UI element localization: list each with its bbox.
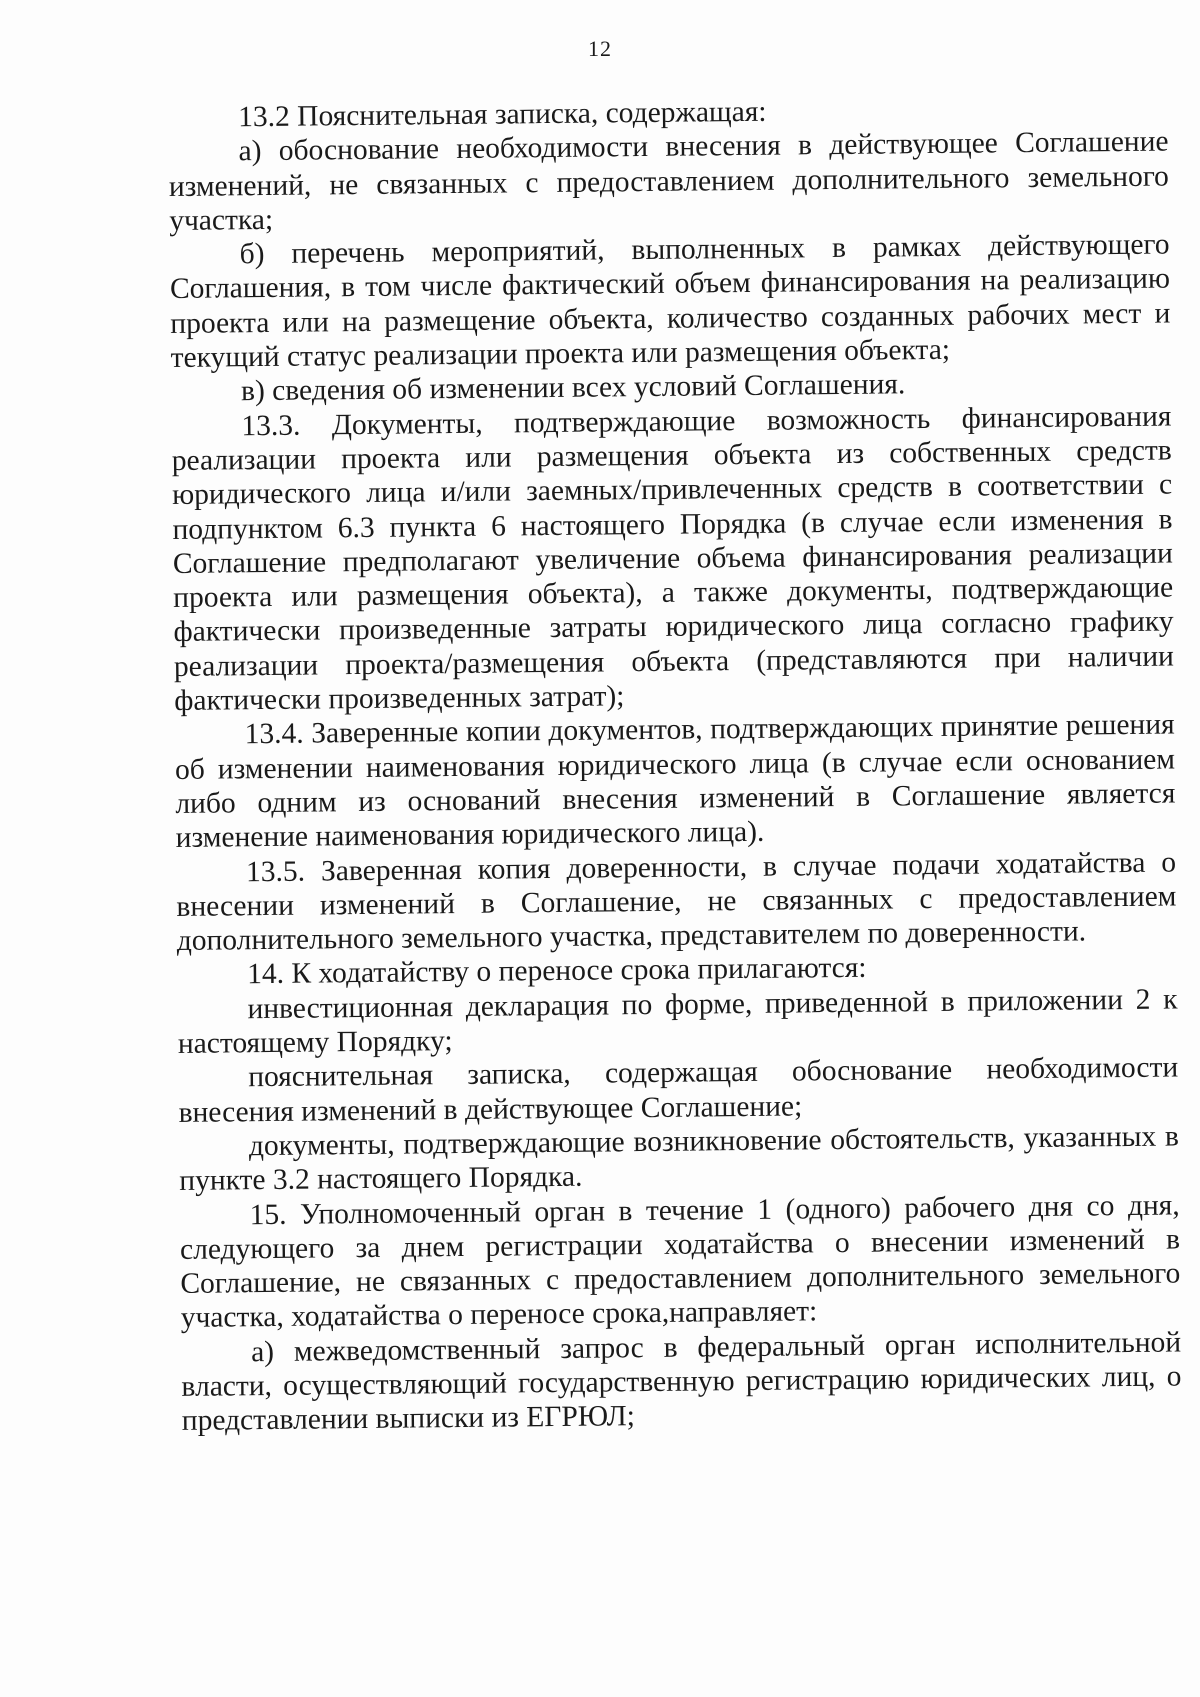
paragraph-14-heading: 14. К ходатайству о переносе срока прилагаются:: [246, 952, 867, 991]
paragraph-13-2-c: в) сведения об изменении всех условий Соглашения.: [240, 368, 906, 408]
paragraph-14-item-note: пояснительная записка, содержащая обоснование необходимости внесения изменений в действующее Соглашение;: [178, 1051, 1179, 1129]
page-number: 12: [588, 36, 612, 61]
paragraph-13-2-heading: 13.2 Пояснительная записка, содержащая:: [238, 95, 767, 134]
paragraph-14-item-declaration: инвестиционная декларация по форме, приведенной в приложении 2 к настоящему Порядку;: [177, 983, 1178, 1060]
paragraph-13-4: 13.4. Заверенные копии документов, подтверждающих принятие решения об изменении наименования юридического лица (в случае если основанием либо одним из оснований внесения изменений в Соглашение является изменение наименования юридического лица).: [174, 708, 1176, 855]
paragraph-13-5: 13.5. Заверенная копия доверенности, в случае подачи ходатайства о внесении изменений в Соглашение, не связанных с предоставлением дополнительного земельного участка, представителем по доверенности.: [176, 846, 1177, 958]
document-body: [168, 91, 1182, 1439]
paragraph-13-2-b: б) перечень мероприятий, выполненных в рамках действующего Соглашения, в том числе фактический объем финансирования на реализацию проекта или на размещение объекта, количество созданных рабочих мест и текущий статус реализации проекта или размещения объекта;: [169, 228, 1171, 375]
paragraph-13-3: 13.3. Документы, подтверждающие возможность финансирования реализации проекта или размещения объекта из собственных средств юридического лица и/или заемных/привлеченных средств в соответствии с подпунктом 6.3 пункта 6 настоящего Порядка (в случае если изменения в Соглашение предполагают увеличение объема финансирования реализации проекта или размещения объекта), а также документы, подтверждающие фактически произведенные затраты юридического лица согласно графику реализации проекта/размещения объекта (представляются при наличии фактически произведенных затрат);: [171, 400, 1175, 718]
paragraph-15-a: а) межведомственный запрос в федеральный орган исполнительной власти, осуществляющий государственную регистрацию юридических лиц, о представлении выписки из ЕГРЮЛ;: [181, 1326, 1182, 1438]
paragraph-13-2-a: а) обоснование необходимости внесения в действующее Соглашение изменений, не связанных с предоставлением дополнительного земельного участка;: [168, 125, 1170, 237]
paragraph-15: 15. Уполномоченный орган в течение 1 (одного) рабочего дня со дня, следующего за днем регистрации ходатайства о внесении изменений в Соглашение, не связанных с предоставлением дополнительного земельного участка, ходатайства о переносе срока,направляет:: [179, 1188, 1181, 1335]
paragraph-14-item-documents: документы, подтверждающие возникновение обстоятельств, указанных в пункте 3.2 настоящего Порядка.: [179, 1120, 1180, 1198]
